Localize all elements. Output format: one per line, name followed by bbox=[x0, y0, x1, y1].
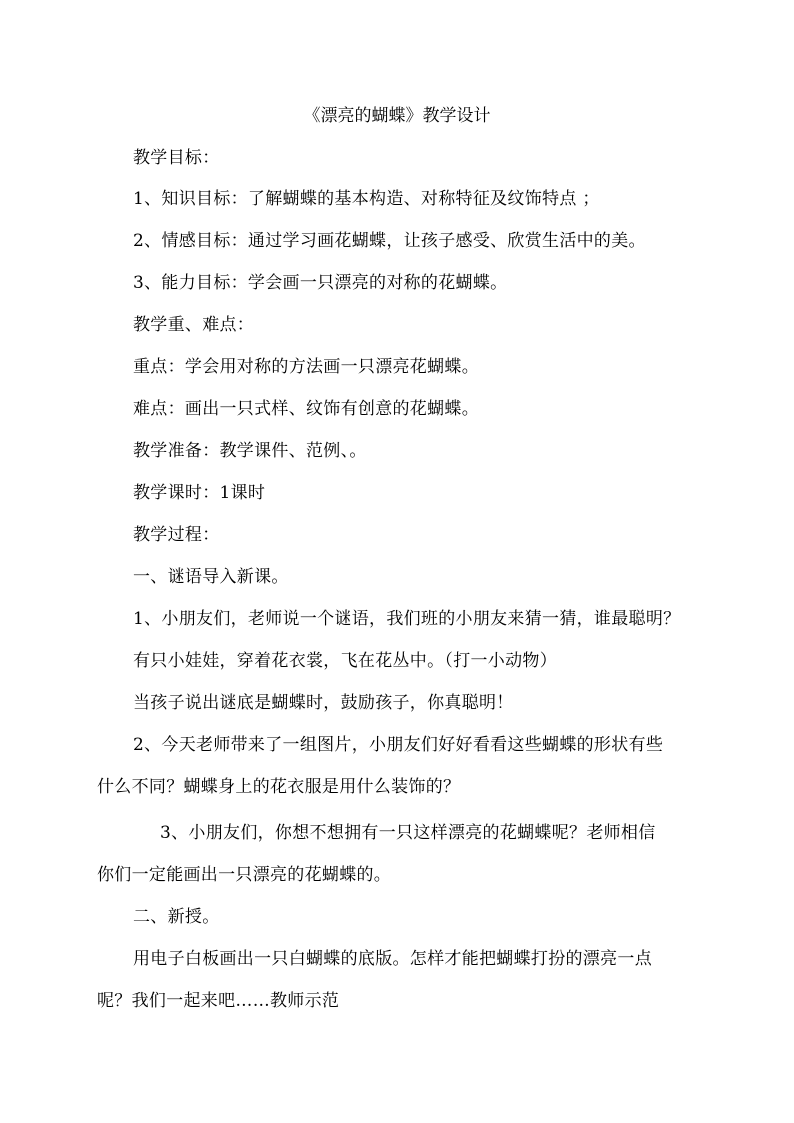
paragraph-pictures-line2: 什么不同？蝴蝶身上的花衣服是用什么装饰的？ bbox=[97, 777, 461, 797]
section-riddle: 一、谜语导入新课。 bbox=[133, 567, 289, 587]
paragraph-motivation-line2: 你们一定能画出一只漂亮的花蝴蝶的。 bbox=[97, 865, 392, 885]
teaching-hours: 教学课时：1课时 bbox=[133, 483, 266, 503]
heading-objectives: 教学目标： bbox=[133, 148, 220, 168]
paragraph-riddle-text: 有只小娃娃，穿着花衣裳，飞在花丛中。（打一小动物） bbox=[133, 651, 557, 671]
teaching-preparation: 教学准备：教学课件、范例、。 bbox=[133, 441, 367, 461]
paragraph-riddle-intro: 1、小朋友们，老师说一个谜语，我们班的小朋友来猜一猜，谁最聪明？ bbox=[133, 609, 681, 629]
heading-process: 教学过程： bbox=[133, 525, 220, 545]
paragraph-whiteboard-line2: 呢？我们一起来吧……教师示范 bbox=[97, 991, 340, 1011]
paragraph-whiteboard-line1: 用电子白板画出一只白蝴蝶的底版。怎样才能把蝴蝶打扮的漂亮一点 bbox=[133, 949, 652, 969]
heading-key-points: 教学重、难点： bbox=[133, 315, 255, 335]
difficult-point: 难点：画出一只式样、纹饰有创意的花蝴蝶。 bbox=[133, 399, 479, 419]
section-new-lesson: 二、新授。 bbox=[133, 907, 220, 927]
key-point: 重点：学会用对称的方法画一只漂亮花蝴蝶。 bbox=[133, 357, 479, 377]
document-title: 《漂亮的蝴蝶》教学设计 bbox=[303, 106, 491, 126]
paragraph-pictures-line1: 2、今天老师带来了一组图片，小朋友们好好看看这些蝴蝶的形状有些 bbox=[133, 735, 664, 755]
paragraph-riddle-answer: 当孩子说出谜底是蝴蝶时，鼓励孩子，你真聪明！ bbox=[133, 693, 514, 713]
paragraph-motivation-line1: 3、小朋友们，你想不想拥有一只这样漂亮的花蝴蝶呢？老师相信 bbox=[160, 823, 656, 843]
objective-ability: 3、能力目标：学会画一只漂亮的对称的花蝴蝶。 bbox=[133, 273, 508, 293]
objective-emotion: 2、情感目标：通过学习画花蝴蝶，让孩子感受、欣赏生活中的美。 bbox=[133, 231, 646, 251]
objective-knowledge: 1、知识目标：了解蝴蝶的基本构造、对称特征及纹饰特点 ； bbox=[133, 189, 600, 209]
